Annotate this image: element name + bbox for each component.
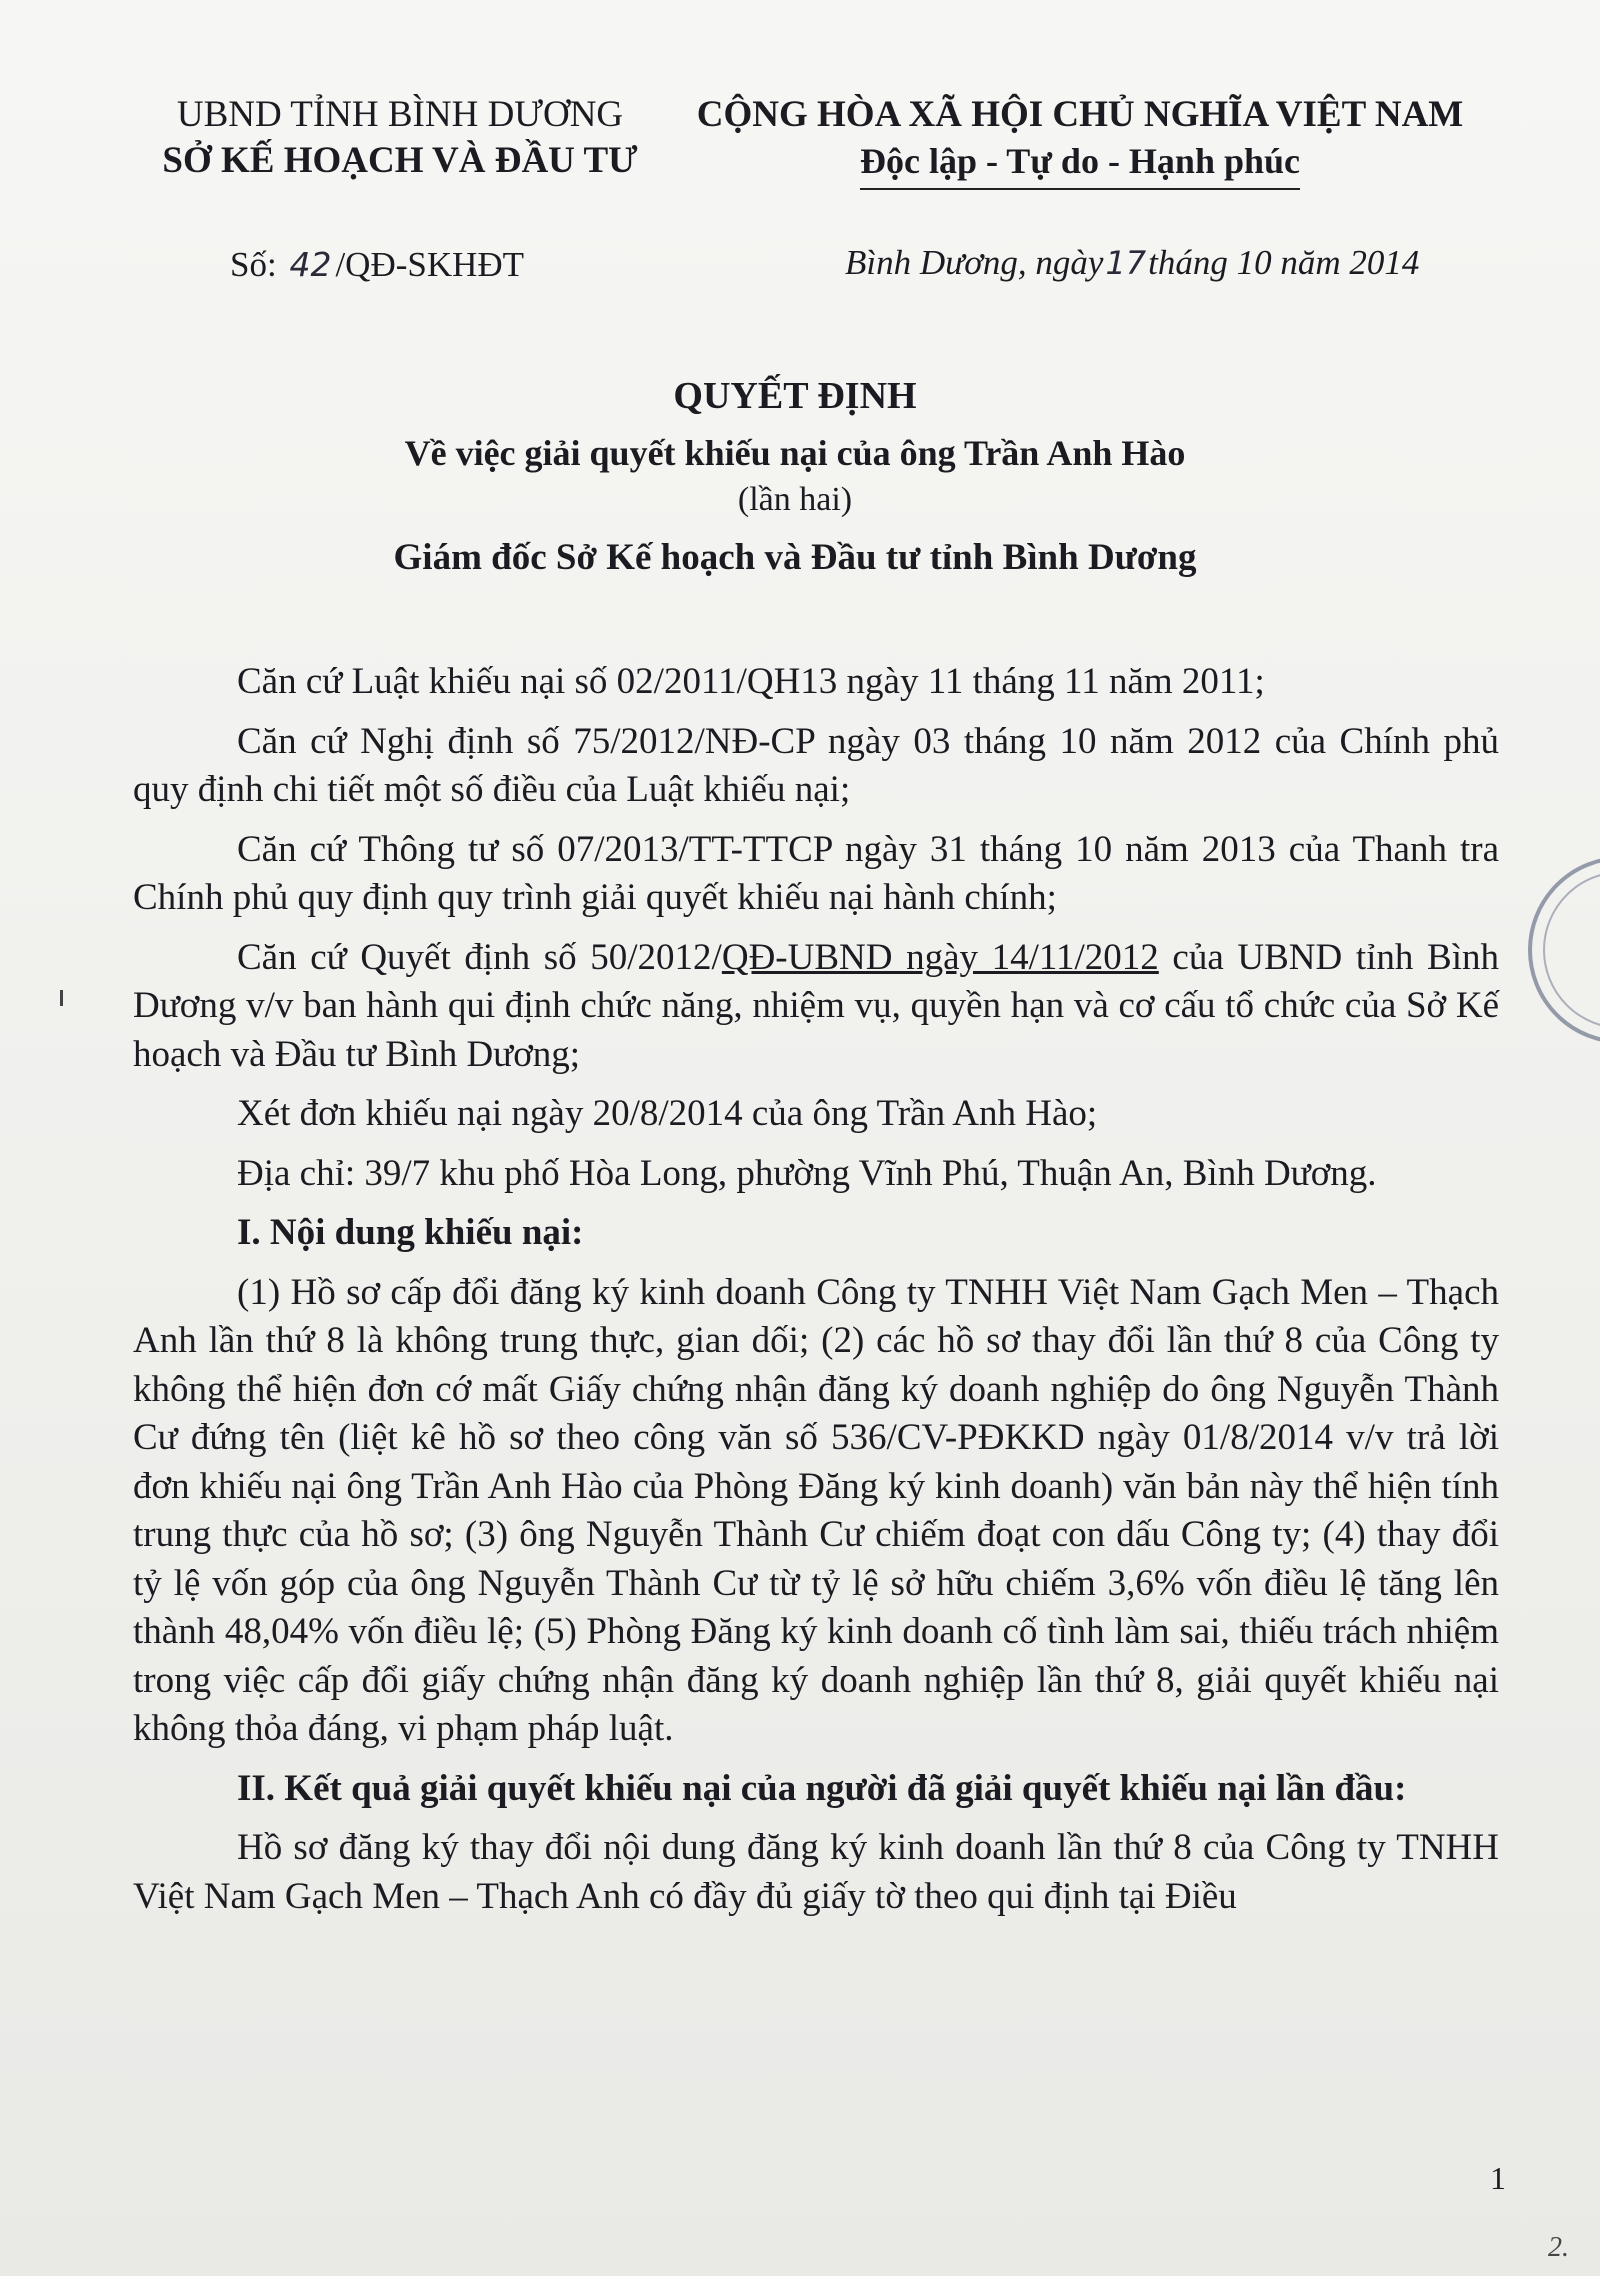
date-line <box>845 243 1419 283</box>
issuing-authority: Giám đốc Sở Kế hoạch và Đầu tư tỉnh Bình Dương <box>393 537 1197 578</box>
document-number <box>230 245 524 285</box>
legal-basis-4 <box>133 934 1499 1080</box>
national-motto: Độc lập - Tự do - Hạnh phúc <box>860 138 1300 190</box>
date-rest: tháng 10 năm 2014 <box>1148 243 1420 282</box>
section-heading-2: II. Kết quả giải quyết khiếu nại của người đã giải quyết khiếu nại lần đầu: <box>237 1767 1407 1809</box>
document-body <box>133 658 1499 1932</box>
doc-number-prefix: Số: <box>230 245 277 284</box>
document-title: QUYẾT ĐỊNH <box>673 375 917 417</box>
legal-basis-1: Căn cứ Luật khiếu nại số 02/2011/QH13 ngày 11 tháng 11 năm 2011; <box>237 661 1265 702</box>
legal-basis-3: Căn cứ Thông tư số 07/2013/TT-TTCP ngày 31 tháng 10 năm 2013 của Thanh tra Chính phủ quy định quy trình giải quyết khiếu nại hành chính; <box>133 828 1499 918</box>
issuing-agency-header <box>150 92 650 184</box>
title-block <box>150 370 1440 584</box>
document-round: (lần hai) <box>737 481 853 518</box>
nation-name: CỘNG HÒA XÃ HỘI CHỦ NGHĨA VIỆT NAM <box>696 94 1464 135</box>
legal-basis-4-underlined: QĐ-UBND ngày 14/11/2012 <box>721 936 1159 978</box>
national-header <box>670 92 1490 190</box>
corner-handwritten-note: 2. <box>1548 2232 1569 2263</box>
first-result-paragraph: Hồ sơ đăng ký thay đổi nội dung đăng ký kinh doanh lần thứ 8 của Công ty TNHH Việt Nam Gạch Men – Thạch Anh có đầy đủ giấy tờ theo qui định tại Điều <box>133 1827 1499 1917</box>
section-heading-1: I. Nội dung khiếu nại: <box>237 1212 584 1253</box>
date-day-handwritten: 17 <box>1105 244 1147 282</box>
doc-number-handwritten: 42 <box>289 245 332 284</box>
complainant-address: Địa chỉ: 39/7 khu phố Hòa Long, phường Vĩnh Phú, Thuận An, Bình Dương. <box>237 1152 1377 1194</box>
complaint-reference: Xét đơn khiếu nại ngày 20/8/2014 của ông Trần Anh Hào; <box>237 1093 1098 1134</box>
legal-basis-4-part-a: Căn cứ Quyết định số 50/2012/ <box>237 936 722 978</box>
legal-basis-4-part-b: của UBND tỉnh Bình Dương v/v ban hành qui định chức năng, nhiệm vụ, quyền hạn và cơ cấu tổ chức của Sở Kế hoạch và Đầu tư Bình Dương; <box>133 936 1499 1075</box>
legal-basis-2: Căn cứ Nghị định số 75/2012/NĐ-CP ngày 03 tháng 10 năm 2012 của Chính phủ quy định chi tiết một số điều của Luật khiếu nại; <box>133 720 1499 810</box>
date-place: Bình Dương, ngày <box>845 243 1104 282</box>
official-seal-partial <box>1512 835 1600 1065</box>
agency-line-1: UBND TỈNH BÌNH DƯƠNG <box>176 94 624 135</box>
doc-number-suffix: /QĐ-SKHĐT <box>335 245 525 284</box>
complaint-content: (1) Hồ sơ cấp đổi đăng ký kinh doanh Công ty TNHH Việt Nam Gạch Men – Thạch Anh lần thứ 8 là không trung thực, gian dối; (2) các hồ sơ thay đổi lần thứ 8 của Công ty không thể hiện đơn cớ mất Giấy chứng nhận đăng ký doanh nghiệp do ông Nguyễn Thành Cư đứng tên (liệt kê hồ sơ theo công văn số 536/CV-PĐKKD ngày 01/8/2014 v/v trả lời đơn khiếu nại ông Trần Anh Hào của Phòng Đăng ký kinh doanh) văn bản này thể hiện tính trung thực của hồ sơ; (3) ông Nguyễn Thành Cư chiếm đoạt con dấu Công ty; (4) thay đổi tỷ lệ vốn góp của ông Nguyễn Thành Cư từ tỷ lệ sở hữu chiếm 3,6% vốn điều lệ tăng lên thành 48,04% vốn điều lệ; (5) Phòng Đăng ký kinh doanh cố tình làm sai, thiếu trách nhiệm trong việc cấp đổi giấy chứng nhận đăng ký doanh nghiệp lần thứ 8, giải quyết khiếu nại không thỏa đáng, vi phạm pháp luật. <box>133 1271 1499 1749</box>
margin-mark <box>60 990 63 1006</box>
agency-line-2: SỞ KẾ HOẠCH VÀ ĐẦU TƯ <box>162 140 638 181</box>
page-number: 1 <box>1490 2160 1506 2196</box>
document-subject: Về việc giải quyết khiếu nại của ông Trần Anh Hào <box>404 433 1186 473</box>
